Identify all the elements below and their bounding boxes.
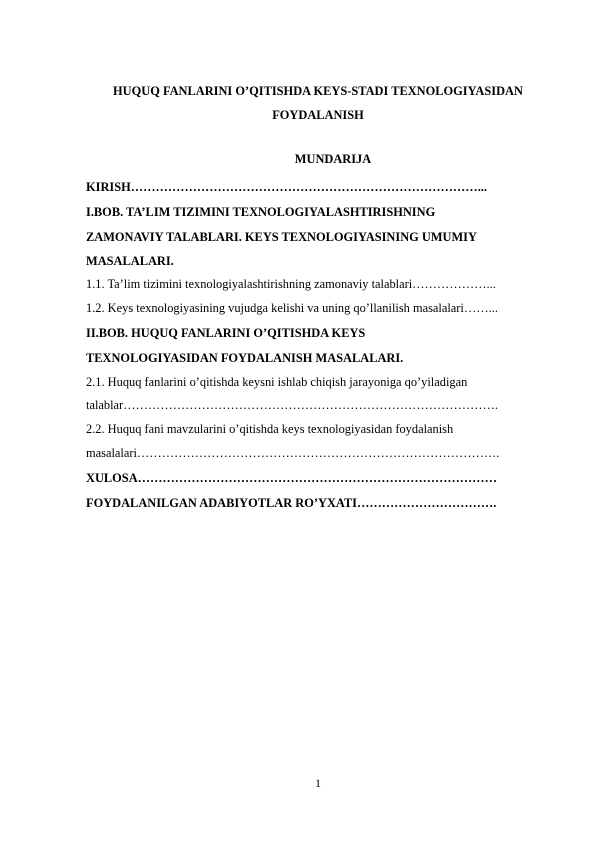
- toc-entry-kirish: KIRISH…………………………………………………………………………...: [86, 180, 487, 194]
- toc-entry-section-1-1: 1.1. Ta’lim tizimini texnologiyalashtirishning zamonaviy talablari………………...: [86, 277, 496, 291]
- toc-entry-section-2-1-line-2: talablar……………………………………………………………………………….: [86, 398, 498, 412]
- toc-entry-section-2-1-line-1: 2.1. Huquq fanlarini o’qitishda keysni ishlab chiqish jarayoniga qo’yiladigan: [86, 375, 468, 389]
- toc-entry-references: FOYDALANILGAN ADABIYOTLAR RO’YXATI…………………………….: [86, 496, 497, 510]
- toc-entry-chapter-1-line-1: I.BOB. TA’LIM TIZIMINI TEXNOLOGIYALASHTIRISHNING: [86, 205, 436, 219]
- toc-entry-section-1-2: 1.2. Keys texnologiyasining vujudga kelishi va uning qo’llanilish masalalari……...: [86, 301, 498, 315]
- page-number: 1: [315, 778, 321, 790]
- toc-entry-chapter-2-line-2: TEXNOLOGIYASIDAN FOYDALANISH MASALALARI.: [86, 351, 404, 365]
- document-title-line-1: HUQUQ FANLARINI O’QITISHDA KEYS-STADI TEXNOLOGIYASIDAN: [113, 84, 523, 98]
- toc-entry-chapter-2-line-1: II.BOB. HUQUQ FANLARINI O’QITISHDA KEYS: [86, 326, 366, 340]
- toc-entry-chapter-1-line-3: MASALALARI.: [86, 254, 174, 268]
- document-title-line-2: FOYDALANISH: [272, 108, 364, 122]
- toc-heading: MUNDARIJA: [294, 152, 372, 166]
- toc-entry-section-2-2-line-1: 2.2. Huquq fani mavzularini o’qitishda keys texnologiyasidan foydalanish: [86, 422, 454, 436]
- toc-entry-chapter-1-line-2: ZAMONAVIY TALABLARI. KEYS TEXNOLOGIYASINING UMUMIY: [86, 230, 477, 244]
- toc-entry-section-2-2-line-2: masalalari…………………………………………………………………………….: [86, 446, 500, 460]
- toc-entry-xulosa: XULOSA……………………………………………………………………………: [86, 471, 497, 485]
